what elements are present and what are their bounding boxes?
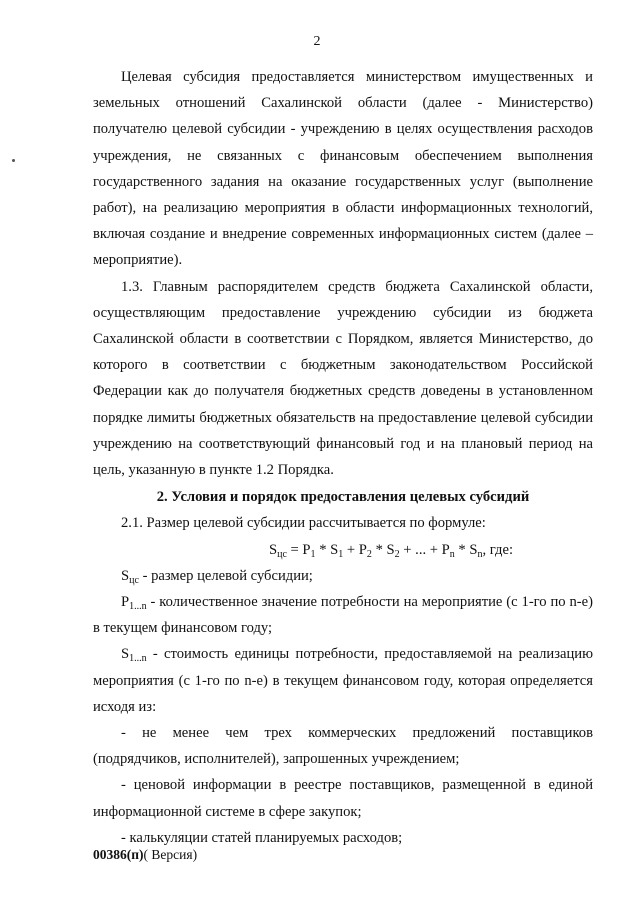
paragraph-2-1: 2.1. Размер целевой субсидии рассчитывается по формуле:: [121, 515, 486, 532]
subsidy-formula: $S_{цс} = P_1 * S_1 + P_2 * S_2$ + ... + $P_n * S_n$, где:: [268, 541, 513, 560]
definition-unit-cost: $S_{1...n}$ - стоимость единицы потребности, предоставляемой на реализацию мероприятия (с 1-го по n-е) в текущем финансовом году, которая определяется исходя из:: [93, 646, 593, 715]
list-item-calculation: - калькуляции статей планируемых расходов;: [121, 829, 403, 846]
page-number: 2: [313, 34, 321, 49]
document-body: [93, 64, 593, 851]
document-code: 00386(п): [93, 847, 144, 862]
section-heading: 2. Условия и порядок предоставления целевых субсидий: [156, 489, 530, 506]
paragraph-1-3: 1.3. Главным распорядителем средств бюджета Сахалинской области, осуществляющим предоставление учреждению субсидии из бюджета Сахалинской области в соответствии с Порядком, является Министерство, до которого в соответствии с бюджетным законодательством Российской Федерации как до получателя бюджетных средств доведены в установленном порядке лимиты бюджетных обязательств на предоставление целевой субсидии учреждению на соответствующий финансовый год и на плановый период на цель, указанную в пункте 1.2 Порядка.: [93, 278, 593, 479]
document-footer: [93, 847, 197, 863]
paragraph-subsidy-purpose: Целевая субсидия предоставляется министерством имущественных и земельных отношений Сахалинской области (далее - Министерство) получателю целевой субсидии - учреждению в целях осуществления расходов учреждения, не связанных с финансовым обеспечением выполнения государственного задания на оказание государственных услуг (выполнение работ), на реализацию мероприятия в области информационных технологий, включая создание и внедрение современных информационных систем (далее – мероприятие).: [93, 69, 593, 269]
definition-need-quantity: $P_{1...n}$ - количественное значение потребности на мероприятие (с 1-го по n-е) в текущем финансовом году;: [93, 594, 593, 637]
list-item-price-info: - ценовой информации в реестре поставщиков, размещенной в единой информационной системе в сфере закупок;: [93, 777, 593, 820]
scan-mark: [12, 159, 15, 162]
definition-subsidy-size: $S_{цс}$ - размер целевой субсидии;: [121, 567, 313, 586]
list-item-commercial-offers: - не менее чем трех коммерческих предложений поставщиков (подрядчиков, исполнителей), запрошенных учреждением;: [93, 725, 593, 768]
document-version: ( Версия): [143, 847, 198, 862]
